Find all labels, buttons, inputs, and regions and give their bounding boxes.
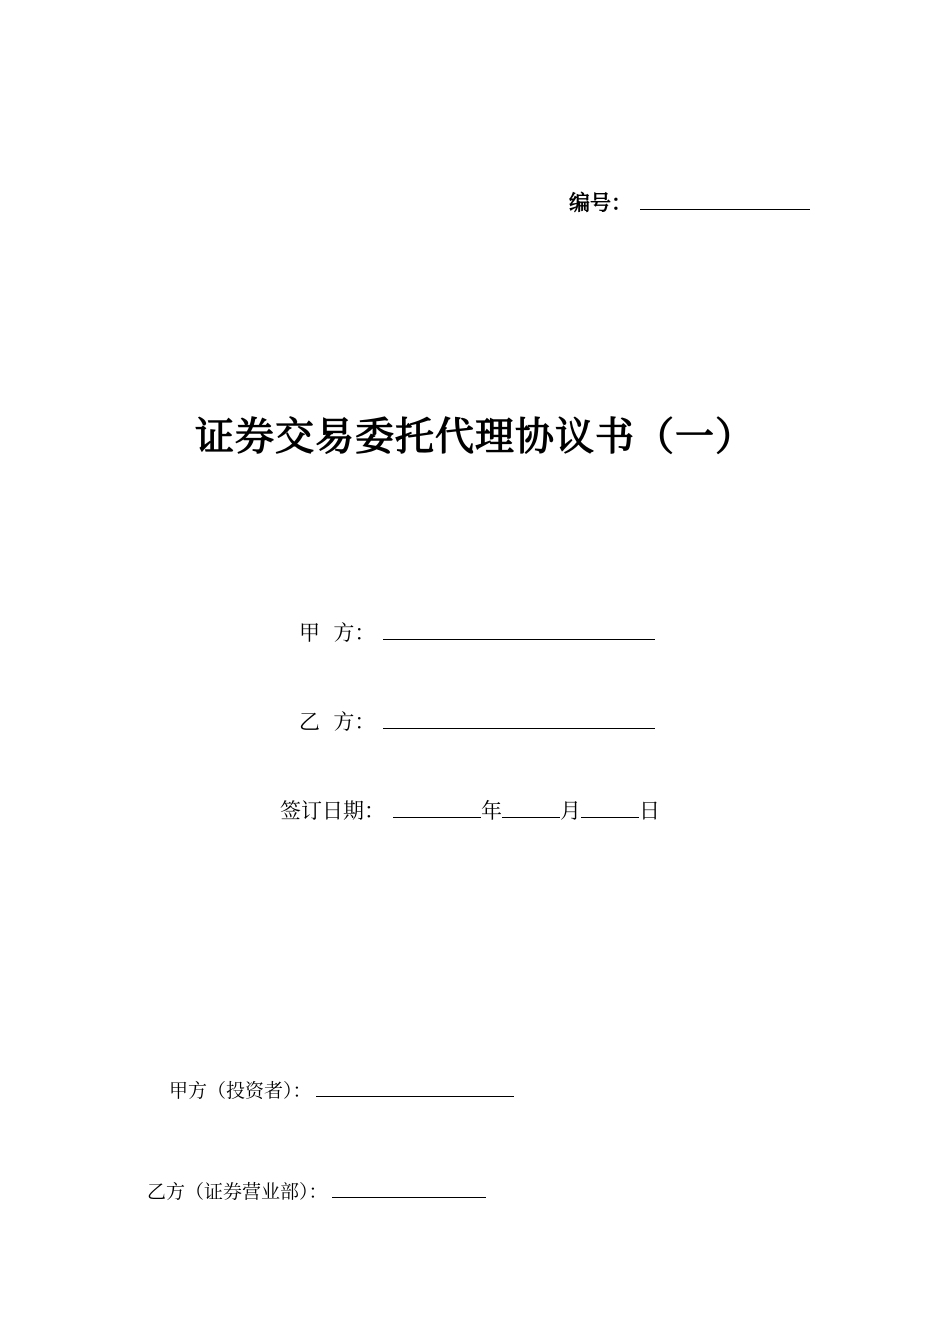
- day-field[interactable]: [581, 816, 639, 818]
- signing-date-label: 签订日期：: [280, 799, 385, 823]
- party-a-label: 甲 方：: [299, 621, 376, 645]
- broker-signature-label: 乙方（证券营业部）：: [147, 1181, 328, 1203]
- broker-signature-field[interactable]: [332, 1196, 486, 1198]
- signing-date-row: [280, 796, 660, 826]
- party-b-label: 乙 方：: [299, 710, 376, 734]
- investor-signature-field[interactable]: [316, 1095, 514, 1097]
- document-number: [569, 188, 810, 218]
- month-label: 月: [560, 799, 581, 823]
- year-field[interactable]: [393, 816, 481, 818]
- day-label: 日: [639, 799, 660, 823]
- document-number-label: 编号：: [569, 191, 632, 215]
- investor-signature-label: 甲方（投资者）：: [169, 1080, 312, 1102]
- party-a-field[interactable]: [383, 638, 655, 640]
- page-title: 证券交易委托代理协议书（一）: [194, 415, 755, 460]
- party-a-row: [299, 618, 655, 648]
- month-field[interactable]: [502, 816, 560, 818]
- party-b-field[interactable]: [383, 727, 655, 729]
- party-b-row: [299, 707, 655, 737]
- broker-signature-row: [147, 1178, 486, 1206]
- investor-signature-row: [169, 1077, 514, 1105]
- year-label: 年: [481, 799, 502, 823]
- document-number-field[interactable]: [640, 208, 810, 210]
